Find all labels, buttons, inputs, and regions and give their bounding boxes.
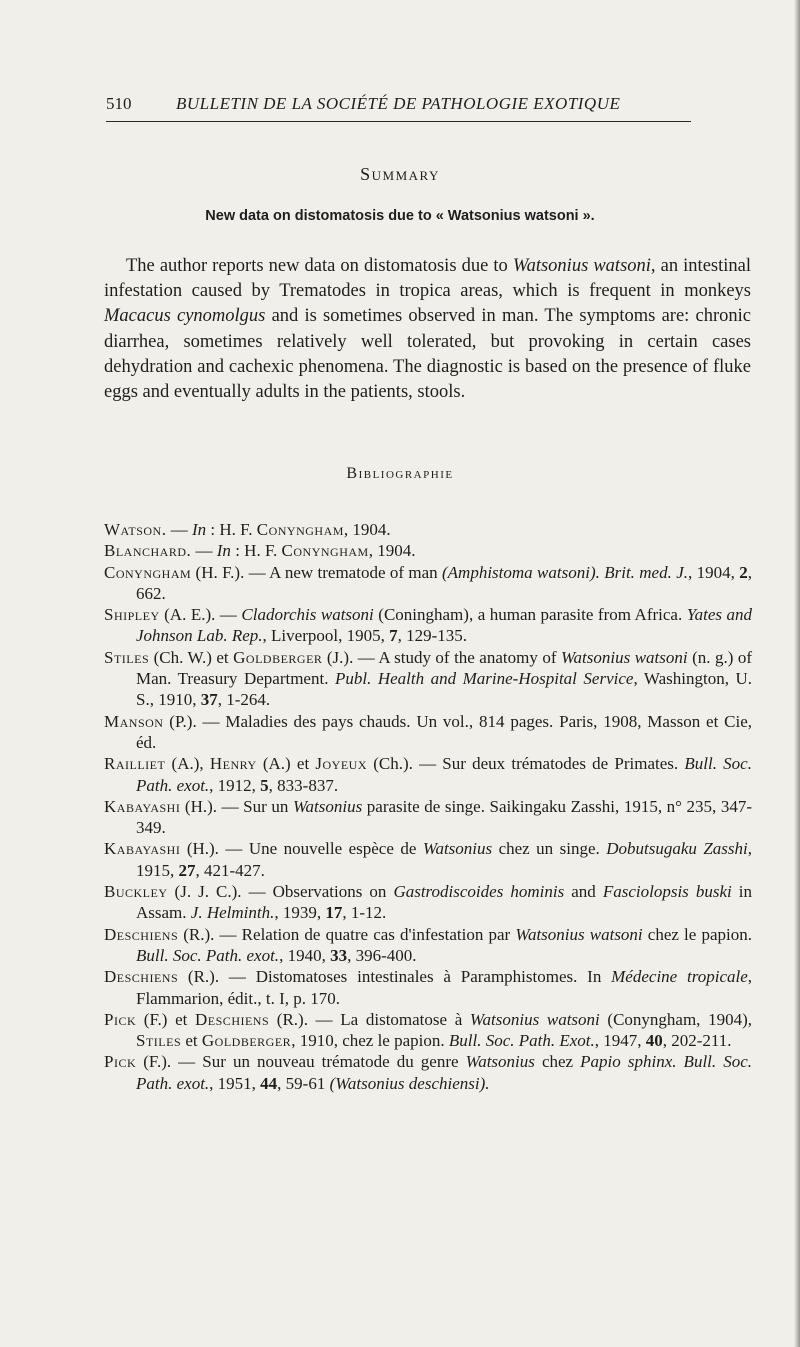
text-run: (F.). — Sur un nouveau trématode du genre — [136, 1052, 466, 1072]
bibliography-entry — [104, 1009, 752, 1052]
text-run: (A. E.). — — [159, 605, 242, 625]
text-run: , 1915, — [136, 839, 752, 880]
text-run: Dobutsugaku Zasshi — [606, 839, 748, 859]
text-run: , 1912, — [209, 775, 261, 795]
text-run: In — [216, 541, 231, 561]
bibliography-entry — [104, 647, 752, 711]
text-run: , 1939, — [274, 903, 326, 923]
text-run: (F.) et — [136, 1009, 196, 1029]
bibliography-title: Bibliographie — [346, 465, 454, 482]
text-run: Conyngham — [281, 541, 369, 561]
text-run: 5 — [260, 775, 269, 795]
text-run: (Amphistoma watsoni). Brit. med. J. — [442, 562, 689, 582]
running-head: BULLETIN DE LA SOCIÉTÉ DE PATHOLOGIE EXOTIQUE — [176, 94, 621, 113]
text-run: Watsonius watsoni — [469, 1009, 600, 1029]
text-run: Henry — [209, 754, 257, 774]
text-run: Stiles — [136, 1031, 182, 1051]
text-run: : H. F. — [206, 520, 257, 539]
text-run: 27 — [178, 860, 196, 880]
header-rule — [106, 121, 691, 122]
text-run: Watsonius — [465, 1052, 535, 1072]
bibliography-entry — [104, 966, 752, 1009]
text-run: 17 — [325, 903, 343, 923]
page-number: 510 — [106, 94, 132, 113]
text-run: Watson. — [104, 520, 167, 539]
text-run: , Washington, U. S., 1910, — [136, 669, 752, 710]
text-run: , 1910, chez le papion. — [291, 1031, 449, 1051]
text-run: 44 — [260, 1073, 278, 1093]
text-run: (A.) et — [256, 754, 316, 774]
bibliography-entry — [104, 540, 752, 561]
text-run: (Ch. W.) et — [149, 647, 234, 667]
text-run: Conyngham — [104, 562, 192, 582]
text-run: 33 — [330, 945, 348, 965]
text-run: (Ch.). — Sur deux trématodes de Primates. — [367, 754, 685, 774]
text-run: , 1904. — [368, 541, 416, 561]
text-run: 7 — [389, 626, 398, 646]
text-run: 40 — [645, 1031, 663, 1051]
text-run: Deschiens — [104, 924, 179, 944]
text-run: (P.). — Maladies des pays chauds. Un vol., 814 pages. Paris, 1908, Masson et Cie, éd. — [136, 711, 752, 752]
text-run: Watsonius — [422, 839, 493, 859]
text-run: , 1-12. — [342, 903, 387, 923]
text-run: Fasciolopsis buski — [602, 882, 732, 902]
text-run: , Flammarion, édit., t. I, p. 170. — [136, 967, 753, 1008]
bibliography-entry — [104, 796, 752, 839]
bibliography-entry — [104, 711, 752, 754]
text-run: (H.). — Une nouvelle espèce de — [180, 839, 423, 859]
text-run: Joyeux — [315, 754, 368, 774]
text-run: Cladorchis watsoni — [241, 605, 374, 625]
text-run: and — [564, 882, 603, 902]
text-run: (H.). — Sur un — [180, 796, 293, 816]
text-run: Macacus cynomolgus — [104, 306, 266, 327]
text-run: Gastrodiscoides hominis — [393, 882, 565, 902]
bibliography-entry — [104, 1051, 752, 1094]
text-run: and is sometimes observed in man. The symptoms are: chronic diarrhea, sometimes relatively well tolerated, but provoking in certain cases dehydration and cachexic phenomena. The diagnostic is based on the presence of fluke eggs and eventually adults in the patients, stools. — [104, 306, 751, 403]
text-run: chez le papion. — [642, 924, 752, 944]
text-run: Watsonius — [292, 796, 363, 816]
text-run: , Liverpool, 1905, — [262, 626, 390, 646]
text-run: (n. g.) of Man. Treasury Department. — [136, 647, 753, 689]
text-run: Watsonius watsoni — [515, 924, 643, 944]
text-run: (J. J. C.). — Observations on — [167, 882, 394, 902]
text-run: — — [191, 541, 217, 561]
summary-paragraph — [104, 254, 751, 405]
text-run: (Coningham), a human parasite from Africa. — [373, 605, 687, 625]
text-run: in Assam. — [136, 882, 752, 923]
bibliography-entry — [104, 519, 752, 540]
text-run: , 1904, — [688, 562, 740, 582]
text-run: (J.). — A study of the anatomy of — [322, 647, 561, 667]
text-run: , 1904. — [343, 520, 391, 539]
text-run: , 1947, — [594, 1031, 646, 1051]
text-run: : H. F. — [230, 541, 282, 561]
text-run: Goldberger — [233, 647, 323, 667]
text-run: Watsonius watsoni — [512, 256, 651, 276]
bibliography-entry — [104, 562, 752, 605]
text-run: (R.). — Relation de quatre cas d'infestation par — [178, 924, 516, 944]
text-run: (R.). — Distomatoses intestinales à Paramphistomes. In — [178, 967, 612, 987]
text-run: Stiles — [104, 647, 150, 667]
text-run: Blanchard. — [104, 541, 192, 561]
text-run: , 202-211. — [662, 1031, 732, 1051]
text-run: Deschiens — [104, 967, 179, 987]
text-run: , 833-837. — [268, 775, 339, 795]
page-header — [106, 92, 691, 116]
text-run: 37 — [200, 690, 218, 710]
text-run: Papio sphinx. Bull. Soc. Path. exot. — [136, 1052, 753, 1093]
text-run: Railliet — [104, 754, 166, 774]
summary-title: Summary — [360, 164, 440, 184]
text-run: — — [166, 520, 192, 539]
text-run: Pick — [104, 1009, 137, 1029]
text-run: Bull. Soc. Path. Exot. — [448, 1031, 595, 1051]
bibliography-entry — [104, 604, 752, 647]
text-run: Buckley — [104, 882, 168, 902]
text-run: (A.), — [165, 754, 210, 774]
text-run: , 396-400. — [347, 945, 417, 965]
text-run: , 1940, — [279, 945, 331, 965]
text-run: Deschiens — [195, 1009, 270, 1029]
bibliography-entry — [104, 924, 752, 967]
text-run: (Watsonius deschiensi). — [329, 1073, 490, 1093]
text-run: Shipley — [104, 605, 160, 625]
text-run: Médecine tropicale — [611, 967, 748, 987]
text-run: chez un singe. — [492, 839, 607, 859]
bibliography-list — [104, 519, 752, 1094]
text-run: , 1-264. — [217, 690, 271, 710]
text-run: , 59-61 — [277, 1073, 330, 1093]
text-run: Bull. Soc. Path. exot. — [136, 945, 280, 965]
bibliography-entry — [104, 838, 752, 881]
text-run: J. Helminth. — [190, 903, 275, 923]
text-run: Yates and Johnson Lab. Rep. — [136, 605, 753, 646]
text-run: et — [181, 1031, 202, 1051]
summary-text — [104, 254, 751, 405]
text-run: Publ. Health and Marine-Hospital Service — [334, 669, 634, 689]
text-run: Pick — [104, 1052, 137, 1072]
text-run: chez — [534, 1052, 581, 1072]
summary-subtitle: New data on distomatosis due to « Watsonius watsoni ». — [205, 208, 595, 224]
text-run: , an intestinal infestation caused by Trematodes in tropica areas, which is frequent in monkeys — [104, 256, 751, 302]
text-run: Bull. Soc. Path. exot. — [136, 754, 752, 795]
text-run: Kabayashi — [104, 796, 181, 816]
text-run: Goldberger — [201, 1031, 292, 1051]
text-run: Kabayashi — [104, 839, 181, 859]
text-run: Manson — [104, 711, 164, 731]
text-run: The author reports new data on distomatosis due to — [126, 256, 513, 276]
bibliography-entry — [104, 753, 752, 796]
text-run: Conyngham — [256, 520, 344, 539]
text-run: , 662. — [136, 562, 752, 603]
text-run: Watsonius watsoni — [560, 647, 688, 667]
text-run: (Conyngham, 1904), — [599, 1009, 752, 1029]
text-run: In — [191, 520, 207, 539]
text-run: 2 — [739, 562, 748, 582]
text-run: (R.). — La distomatose à — [269, 1009, 470, 1029]
text-run: , 129-135. — [397, 626, 468, 646]
text-run: (H. F.). — A new trematode of man — [191, 562, 443, 582]
bibliography-entry — [104, 881, 752, 924]
text-run: , 421-427. — [195, 860, 265, 880]
page-edge-shadow — [794, 0, 800, 1347]
text-run: parasite de singe. Saikingaku Zasshi, 1915, n° 235, 347-349. — [136, 796, 752, 838]
text-run: , 1951, — [209, 1073, 261, 1093]
